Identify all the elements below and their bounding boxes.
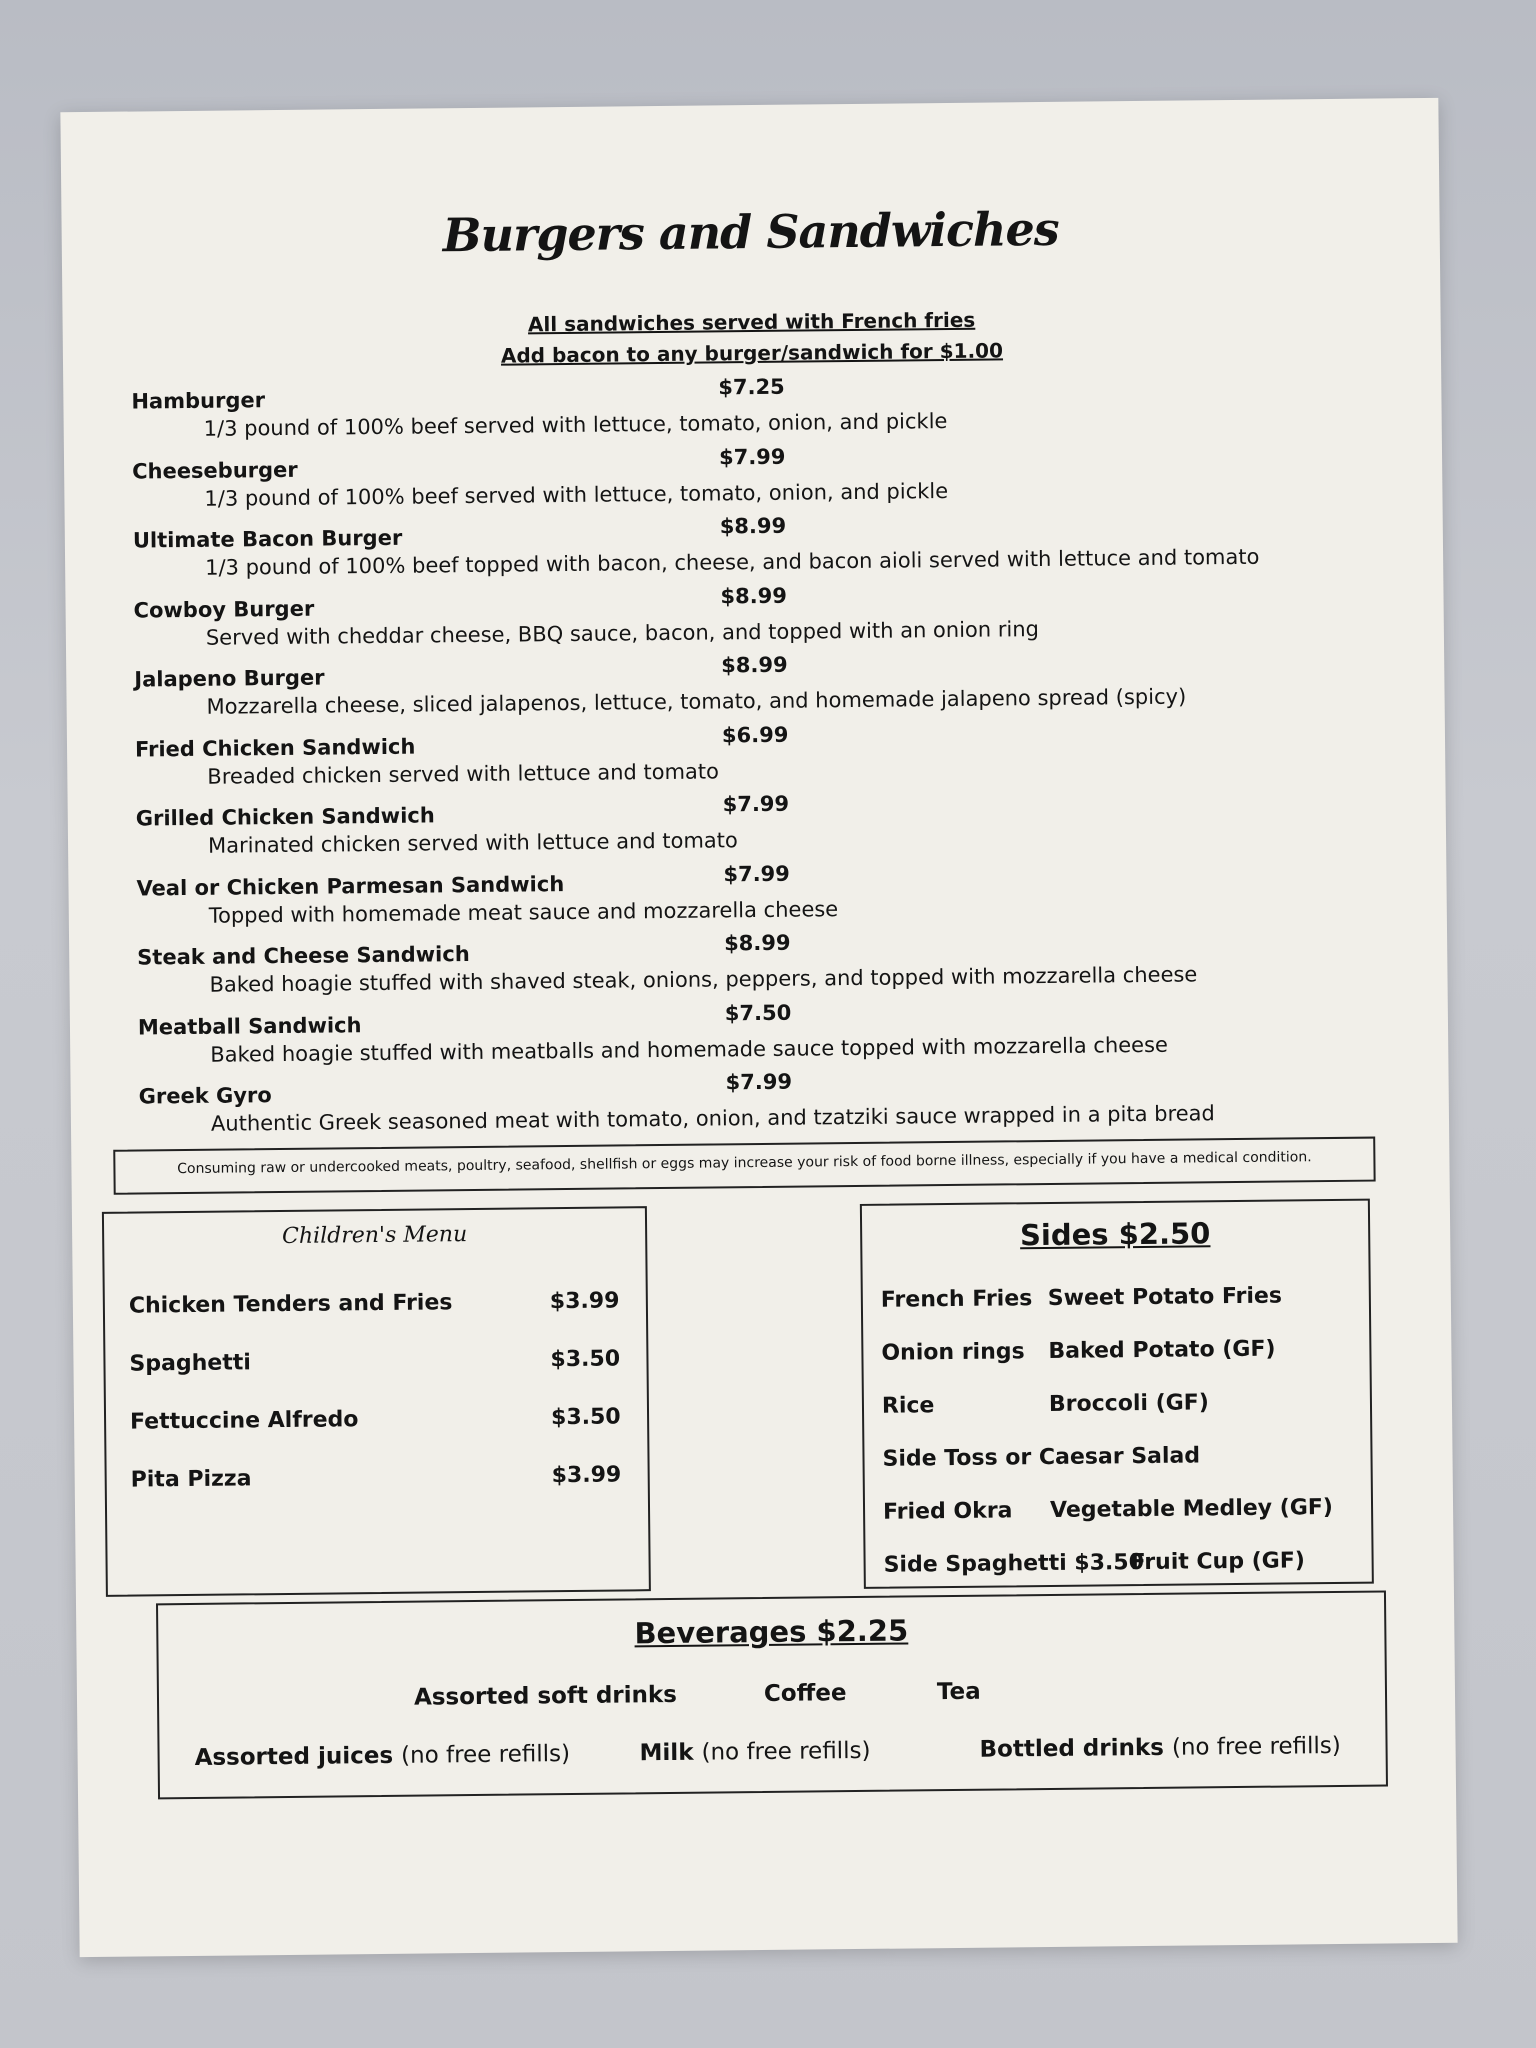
beverage-item: Tea bbox=[936, 1678, 981, 1706]
menu-item-price: $7.99 bbox=[723, 861, 790, 886]
menu-item-description: Breaded chicken served with lettuce and tomato bbox=[207, 758, 720, 789]
beverage-note: (no free refills) bbox=[400, 1741, 571, 1769]
menu-item-name: Steak and Cheese Sandwich bbox=[137, 942, 470, 970]
kids-item-price: $3.99 bbox=[551, 1462, 622, 1489]
beverage-item: Coffee bbox=[763, 1680, 847, 1707]
side-item: Side Spaghetti $3.50 bbox=[883, 1549, 1145, 1578]
menu-item-name: Jalapeno Burger bbox=[134, 665, 325, 692]
side-item: Sweet Potato Fries bbox=[1047, 1283, 1283, 1311]
menu-item-name: Cowboy Burger bbox=[133, 596, 315, 623]
kids-item-name: Chicken Tenders and Fries bbox=[128, 1290, 453, 1319]
kids-item-price: $3.50 bbox=[550, 1346, 621, 1373]
menu-item-price: $8.99 bbox=[721, 652, 788, 678]
kids-item-name: Pita Pizza bbox=[130, 1466, 252, 1493]
side-item: Fruit Cup (GF) bbox=[1130, 1548, 1306, 1576]
menu-title: Burgers and Sandwiches bbox=[442, 201, 1059, 263]
menu-item-price: $7.99 bbox=[718, 444, 786, 469]
side-item: Onion rings bbox=[881, 1339, 1025, 1366]
sides-box bbox=[860, 1199, 1374, 1589]
beverages-box bbox=[156, 1590, 1388, 1799]
menu-item-description: 1/3 pound of 100% beef topped with bacon, cheese, and bacon aioli served with lettuce and tomato bbox=[205, 544, 1260, 580]
menu-item-name: Meatball Sandwich bbox=[137, 1012, 362, 1040]
menu-item-description: Authentic Greek seasoned meat with tomato, onion, and tzatziki sauce wrapped in a pita bread bbox=[210, 1101, 1215, 1136]
kids-item-name: Spaghetti bbox=[129, 1350, 251, 1377]
menu-item-description: Mozzarella cheese, sliced jalapenos, lettuce, tomato, and homemade jalapeno spread (spicy) bbox=[206, 684, 1187, 719]
beverage-name: Milk bbox=[639, 1739, 694, 1767]
menu-item-description: 1/3 pound of 100% beef served with lettuce, tomato, onion, and pickle bbox=[203, 408, 948, 441]
side-item: French Fries bbox=[880, 1286, 1033, 1313]
menu-item-price: $6.99 bbox=[721, 722, 789, 747]
menu-item-description: 1/3 pound of 100% beef served with lettuce, tomato, onion, and pickle bbox=[204, 478, 949, 511]
menu-item-price: $7.50 bbox=[724, 1000, 792, 1025]
beverage-item: Assorted soft drinks bbox=[413, 1681, 678, 1711]
menu-item-name: Grilled Chicken Sandwich bbox=[135, 803, 435, 831]
kids-item-price: $3.99 bbox=[549, 1288, 620, 1315]
menu-item-description: Baked hoagie stuffed with shaved steak, onions, peppers, and topped with mozzarella cheese bbox=[209, 962, 1198, 997]
beverage-name: Assorted juices bbox=[194, 1742, 394, 1771]
beverage-item bbox=[194, 1741, 570, 1771]
menu-item-price: $8.99 bbox=[720, 583, 788, 608]
side-item: Vegetable Medley (GF) bbox=[1049, 1495, 1334, 1523]
menu-item-price: $7.99 bbox=[722, 791, 790, 817]
menu-item-description: Marinated chicken served with lettuce and tomato bbox=[207, 828, 738, 858]
menu-item-description: Topped with homemade meat sauce and mozzarella cheese bbox=[208, 896, 839, 928]
beverage-note: (no free refills) bbox=[701, 1737, 871, 1766]
side-item: Baked Potato (GF) bbox=[1048, 1336, 1276, 1364]
menu-page bbox=[60, 98, 1457, 1957]
menu-item-description: Baked hoagie stuffed with meatballs and homemade sauce topped with mozzarella cheese bbox=[210, 1032, 1169, 1067]
beverages-title: Beverages $2.25 bbox=[634, 1613, 909, 1651]
beverage-item bbox=[979, 1733, 1341, 1763]
menu-item-name: Veal or Chicken Parmesan Sandwich bbox=[136, 871, 565, 901]
beverage-note: (no free refills) bbox=[1171, 1732, 1341, 1761]
side-item: Broccoli (GF) bbox=[1048, 1390, 1209, 1417]
menu-item-name: Hamburger bbox=[131, 388, 266, 414]
subtitle-fries: All sandwiches served with French fries bbox=[527, 307, 976, 337]
menu-item-price: $8.99 bbox=[719, 513, 787, 539]
menu-item-name: Ultimate Bacon Burger bbox=[132, 525, 403, 553]
side-item: Side Toss or Caesar Salad bbox=[882, 1443, 1201, 1472]
menu-item-price: $7.25 bbox=[718, 374, 785, 400]
childrens-menu-box bbox=[102, 1206, 651, 1597]
menu-item-description: Served with cheddar cheese, BBQ sauce, bacon, and topped with an onion ring bbox=[205, 616, 1040, 650]
side-item: Rice bbox=[881, 1393, 935, 1419]
beverage-name: Bottled drinks bbox=[979, 1734, 1165, 1763]
menu-item-name: Greek Gyro bbox=[138, 1083, 272, 1109]
childrens-menu-title: Children's Menu bbox=[281, 1222, 468, 1250]
menu-item-price: $7.99 bbox=[725, 1069, 793, 1095]
beverage-item bbox=[639, 1738, 870, 1766]
menu-item-name: Fried Chicken Sandwich bbox=[134, 734, 416, 762]
food-safety-notice: Consuming raw or undercooked meats, poultry, seafood, shellfish or eggs may increase your risk of food borne illness, especially if you have a medical condition. bbox=[113, 1137, 1375, 1195]
menu-item-price: $8.99 bbox=[723, 930, 791, 956]
subtitle-bacon: Add bacon to any burger/sandwich for $1.00 bbox=[500, 338, 1004, 368]
sides-title: Sides $2.50 bbox=[1019, 1216, 1211, 1253]
side-item: Fried Okra bbox=[882, 1498, 1013, 1525]
kids-item-name: Fettuccine Alfredo bbox=[129, 1407, 359, 1435]
kids-item-price: $3.50 bbox=[550, 1404, 621, 1431]
menu-item-name: Cheeseburger bbox=[132, 457, 298, 484]
